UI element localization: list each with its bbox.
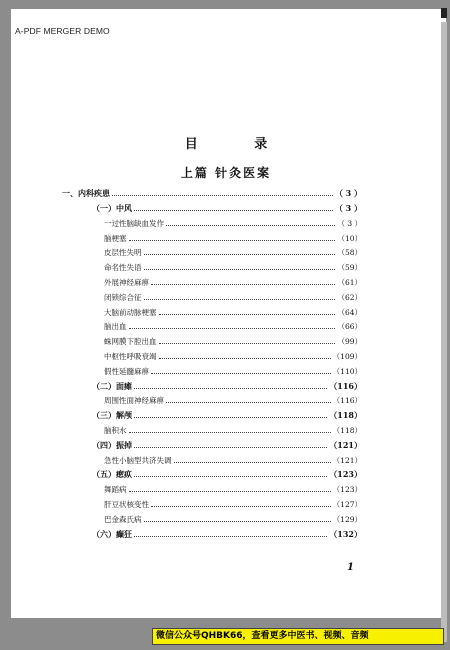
toc-entry[interactable]	[104, 307, 362, 320]
promo-banner: 微信公众号QHBK66，查看更多中医书、视频、音频	[152, 628, 444, 645]
watermark-text: A-PDF MERGER DEMO	[15, 26, 110, 36]
toc-entry-title: 闭锁综合征	[104, 292, 142, 302]
toc-entry-page: （ 3 ）	[334, 203, 362, 213]
toc-entry-page: （123）	[332, 485, 362, 495]
viewer-top-edge	[11, 0, 450, 9]
toc-entry-title: 脑梗塞	[104, 233, 127, 243]
page-title: 目 录	[184, 137, 294, 152]
toc-entry-page: （118）	[332, 426, 362, 435]
table-of-contents	[12, 10, 440, 610]
vertical-scrollbar[interactable]	[441, 22, 447, 642]
toc-entry[interactable]	[62, 188, 362, 201]
toc-leader-dots	[144, 520, 331, 522]
toc-entry-page: （64）	[337, 307, 362, 317]
toc-entry-title: 假性延髓麻痹	[104, 366, 149, 376]
toc-entry-title: 命名性失语	[104, 263, 142, 273]
section-title: 上篇 针灸医案	[180, 166, 272, 180]
toc-entry[interactable]	[104, 395, 362, 408]
toc-entry-page: （127）	[332, 500, 362, 509]
toc-entry-page: （118）	[329, 410, 362, 421]
toc-entry-title: 脑出血	[104, 322, 127, 332]
toc-entry-page: （116）	[332, 396, 362, 406]
toc-entry-page: （59）	[337, 263, 362, 273]
toc-entry-title: 蛛网膜下腔出血	[104, 337, 157, 347]
page-number: 1	[347, 562, 354, 573]
toc-entry-page: （121）	[329, 439, 362, 450]
toc-entry-title: 周围性面神经麻痹	[104, 396, 164, 406]
toc-entry[interactable]	[92, 469, 362, 482]
toc-leader-dots	[134, 446, 327, 448]
toc-entry-title: （二）面瘫	[92, 380, 132, 391]
toc-leader-dots	[174, 461, 331, 463]
toc-leader-dots	[159, 313, 336, 315]
toc-leader-dots	[134, 535, 327, 537]
toc-leader-dots	[129, 490, 331, 492]
toc-entry[interactable]	[104, 247, 362, 260]
toc-leader-dots	[151, 505, 331, 507]
toc-leader-dots	[166, 224, 335, 226]
toc-entry-title: 急性小脑型共济失调	[104, 455, 172, 465]
toc-leader-dots	[144, 268, 336, 270]
toc-entry-title: （四）振掉	[92, 439, 132, 450]
toc-entry-title: 巴金森氏病	[104, 514, 142, 524]
toc-entry-title: 大脑前动脉梗塞	[104, 307, 157, 317]
toc-entry-page: （ 3 ）	[334, 188, 362, 198]
toc-leader-dots	[129, 239, 336, 241]
toc-entry-title: 中枢性呼吸衰竭	[104, 352, 157, 361]
toc-entry-title: 外展神经麻痹	[104, 278, 149, 287]
toc-leader-dots	[159, 357, 331, 359]
toc-leader-dots	[129, 327, 336, 329]
toc-entry[interactable]	[104, 218, 362, 231]
toc-entry-page: （66）	[337, 322, 362, 332]
toc-leader-dots	[134, 416, 327, 418]
toc-entry[interactable]	[104, 277, 362, 290]
toc-entry-page: （99）	[337, 337, 362, 347]
toc-entry-title: 脑积水	[104, 426, 127, 435]
toc-entry-title: （五）瘛疭	[92, 469, 132, 480]
toc-entry-page: （129）	[332, 514, 362, 524]
toc-entry-page: （61）	[337, 278, 362, 287]
toc-leader-dots	[112, 194, 333, 196]
toc-leader-dots	[129, 431, 331, 433]
toc-entry[interactable]	[92, 381, 362, 394]
viewer-left-edge	[0, 0, 11, 650]
toc-entry[interactable]	[92, 529, 362, 542]
toc-leader-dots	[151, 283, 335, 285]
toc-entry-title: 肝豆状核变性	[104, 500, 149, 509]
toc-entry-title: 一、内科疾患	[62, 188, 110, 198]
toc-entry-title: （三）解颅	[92, 410, 132, 421]
toc-entry[interactable]	[104, 499, 362, 512]
toc-entry-page: （121）	[332, 455, 362, 465]
toc-entry-title: （六）癫狂	[92, 528, 132, 539]
toc-entry-title: （一）中风	[92, 203, 132, 213]
toc-entry[interactable]	[104, 514, 362, 527]
toc-entry[interactable]	[104, 292, 362, 305]
toc-leader-dots	[134, 475, 327, 477]
toc-entry[interactable]	[104, 455, 362, 468]
toc-leader-dots	[134, 209, 333, 211]
toc-entry-title: 一过性脑缺血发作	[104, 218, 164, 228]
toc-entry-page: （62）	[337, 292, 362, 302]
toc-leader-dots	[159, 342, 336, 344]
toc-entry[interactable]	[92, 440, 362, 453]
toc-entry-page: （132）	[329, 528, 362, 539]
toc-entry[interactable]	[104, 366, 362, 379]
toc-entry-page: （10）	[337, 233, 362, 243]
toc-entry[interactable]	[92, 203, 362, 216]
toc-leader-dots	[144, 253, 336, 255]
toc-entry-page: （109）	[332, 352, 362, 361]
toc-entry-page: （116）	[329, 380, 362, 391]
toc-entry-page: （58）	[337, 248, 362, 258]
toc-entry[interactable]	[104, 233, 362, 246]
toc-leader-dots	[144, 298, 336, 300]
toc-entry-page: （110）	[332, 366, 362, 376]
toc-leader-dots	[134, 387, 327, 389]
toc-entry-page: （123）	[329, 469, 362, 480]
toc-entry-title: 皮层性失明	[104, 248, 142, 258]
toc-entry[interactable]	[104, 484, 362, 497]
toc-entry-page: （ 3 ）	[337, 218, 362, 228]
scroll-up-arrow-icon[interactable]	[441, 8, 447, 18]
toc-entry-title: 舞蹈病	[104, 485, 127, 495]
toc-entry[interactable]	[92, 410, 362, 423]
toc-entry[interactable]	[104, 321, 362, 334]
toc-entry[interactable]	[104, 336, 362, 349]
toc-leader-dots	[166, 401, 331, 403]
document-page	[12, 10, 440, 618]
toc-entry[interactable]	[104, 262, 362, 275]
toc-entry[interactable]	[104, 351, 362, 364]
toc-leader-dots	[151, 372, 331, 374]
toc-entry[interactable]	[104, 425, 362, 438]
